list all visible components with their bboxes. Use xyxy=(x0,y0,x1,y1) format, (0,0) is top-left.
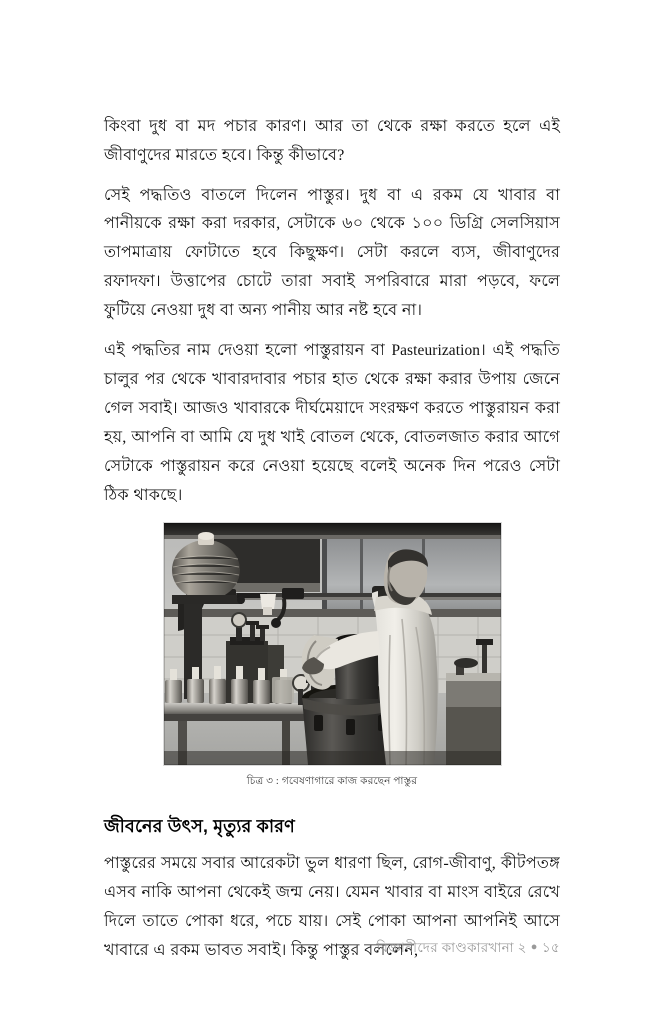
pasteurization-term: Pasteurization xyxy=(391,341,481,359)
footer-separator-dot: ● xyxy=(530,941,538,953)
paragraph-3 xyxy=(104,336,560,510)
figure-caption: চিত্র ৩ : গবেষণাগারে কাজ করছেন পাস্তুর xyxy=(246,776,418,788)
page-footer xyxy=(376,938,560,960)
paragraph-4: পাস্তুরের সময়ে সবার আরেকটা ভুল ধারণা ছিল, রোগ-জীবাণু, কীটপতঙ্গ এসব নাকি আপনা থেকেই জন্ম নেয়। যেমন খাবার বা মাংস বাইরে রেখে দিলে তাতে পোকা ধরে, পচে যায়। সেই পোকা আপনা আপনিই আসে খাবারে এ রকম ভাবত সবাই। কিন্তু পাস্তুর বললেন, xyxy=(104,854,560,959)
section-heading: জীবনের উৎস, মৃত্যুর কারণ xyxy=(104,816,295,837)
paragraph-3-part-one: এই পদ্ধতির নাম দেওয়া হলো পাস্তুরায়ন বা xyxy=(104,340,392,359)
figure-3 xyxy=(104,523,560,791)
pasteur-laboratory-photo xyxy=(164,523,501,765)
paragraph-2: সেই পদ্ধতিও বাতলে দিলেন পাস্তুর। দুধ বা এ রকম যে খাবার বা পানীয়কে রক্ষা করা দরকার, সেটাকে ৬০ থেকে ১০০ ডিগ্রি সেলসিয়াস তাপমাত্রায় ফোটাতে হবে কিছুক্ষণ। সেটা করলে ব্যস, জীবাণুদের রফাদফা। উত্তাপের চোটে তারা সবাই সপরিবারে মারা পড়বে, ফলে ফুটিয়ে নেওয়া দুধ বা অন্য পানীয় আর নষ্ট হবে না। xyxy=(104,185,560,319)
footer-book-title: বিজ্ঞানীদের কাণ্ডকারখানা ২ xyxy=(376,940,527,955)
paragraph-1: কিংবা দুধ বা মদ পচার কারণ। আর তা থেকে রক্ষা করতে হলে এই জীবাণুদের মারতে হবে। কিন্তু কীভাবে? xyxy=(104,117,560,164)
footer-page-number: ১৫ xyxy=(541,940,560,955)
text-column xyxy=(104,112,560,965)
paragraph-3-part-two: । এই পদ্ধতি চালুর পর থেকে খাবারদাবার পচার হাত থেকে রক্ষা করার উপায় জেনে গেল সবাই। আজও খাবারকে দীর্ঘমেয়াদে সংরক্ষণ করতে পাস্তুরায়ন করা হয়, আপনি বা আমি যে দুধ খাই বোতল থেকে, বোতলজাত করার আগে সেটাকে পাস্তুরায়ন করে নেওয়া হয়েছে বলেই অনেক দিন পরেও সেটা ঠিক থাকছে। xyxy=(104,340,560,504)
